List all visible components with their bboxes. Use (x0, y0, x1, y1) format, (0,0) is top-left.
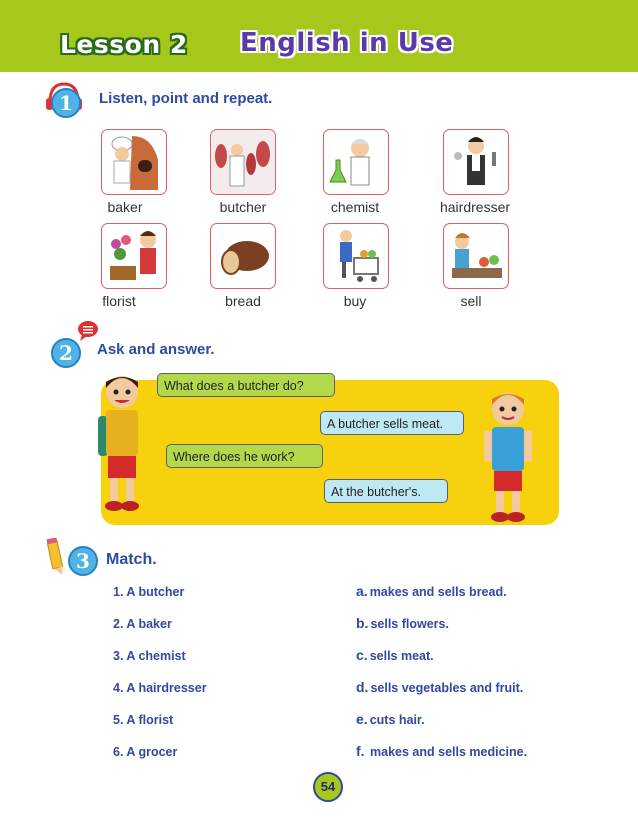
bread-icon (211, 224, 275, 288)
hairdresser-icon (444, 130, 508, 194)
match-left-5[interactable]: 5. A florist (113, 713, 174, 727)
match-letter: e. (356, 711, 368, 727)
sell-picture[interactable] (443, 223, 509, 289)
section-3-title: Match. (106, 551, 157, 568)
match-right-b[interactable] (356, 615, 449, 631)
butcher-icon (211, 130, 275, 194)
match-letter: f. (356, 743, 365, 759)
match-right-a[interactable] (356, 583, 507, 599)
bread-picture[interactable] (210, 223, 276, 289)
match-text: sells meat. (369, 649, 434, 663)
match-letter: b. (356, 615, 369, 631)
caption-hairdresser: hairdresser (439, 199, 511, 215)
sell-icon (444, 224, 508, 288)
match-letter: c. (356, 647, 368, 663)
match-right-f[interactable] (356, 743, 527, 759)
speech-icon (76, 320, 100, 342)
butcher-picture[interactable] (210, 129, 276, 195)
caption-chemist: chemist (330, 199, 380, 215)
match-left-6[interactable]: 6. A grocer (113, 745, 178, 759)
chemist-picture[interactable] (323, 129, 389, 195)
match-left-1[interactable]: 1. A butcher (113, 585, 185, 599)
section-1-title: Listen, point and repeat. (99, 90, 273, 107)
match-left-2[interactable]: 2. A baker (113, 617, 172, 631)
section-1-badge: 1 (51, 88, 81, 118)
match-right-e[interactable] (356, 711, 425, 727)
header-bar (0, 0, 638, 72)
match-right-c[interactable] (356, 647, 434, 663)
caption-buy: buy (343, 293, 367, 309)
hairdresser-picture[interactable] (443, 129, 509, 195)
boy-right-illustration (478, 385, 538, 527)
lesson-number: Lesson 2 (60, 30, 188, 59)
match-left-4[interactable]: 4. A hairdresser (113, 681, 207, 695)
caption-sell: sell (460, 293, 482, 309)
page-title: English in Use (240, 28, 454, 58)
section-3-badge: 3 (68, 546, 98, 576)
pencil-icon (46, 538, 66, 578)
buy-icon (324, 224, 388, 288)
baker-picture[interactable] (101, 129, 167, 195)
match-text: makes and sells bread. (369, 585, 507, 599)
match-left-3[interactable]: 3. A chemist (113, 649, 186, 663)
caption-bread: bread (225, 293, 261, 309)
bubble-question-2: Where does he work? (166, 444, 323, 468)
match-text: makes and sells medicine. (366, 745, 528, 759)
match-text: cuts hair. (369, 713, 425, 727)
buy-picture[interactable] (323, 223, 389, 289)
baker-icon (102, 130, 166, 194)
match-text: sells vegetables and fruit. (370, 681, 524, 695)
boy-left-illustration (94, 370, 150, 516)
caption-florist: florist (102, 293, 136, 309)
bubble-question-1: What does a butcher do? (157, 373, 335, 397)
section-2-title: Ask and answer. (97, 341, 215, 358)
florist-picture[interactable] (101, 223, 167, 289)
caption-butcher: butcher (219, 199, 267, 215)
bubble-answer-1: A butcher sells meat. (320, 411, 464, 435)
match-letter: a. (356, 583, 368, 599)
page-number: 54 (313, 772, 343, 802)
match-right-d[interactable] (356, 679, 523, 695)
match-letter: d. (356, 679, 369, 695)
section-2-badge: 2 (51, 338, 81, 368)
caption-baker: baker (107, 199, 143, 215)
florist-icon (102, 224, 166, 288)
chemist-icon (324, 130, 388, 194)
match-text: sells flowers. (370, 617, 449, 631)
bubble-answer-2: At the butcher's. (324, 479, 448, 503)
